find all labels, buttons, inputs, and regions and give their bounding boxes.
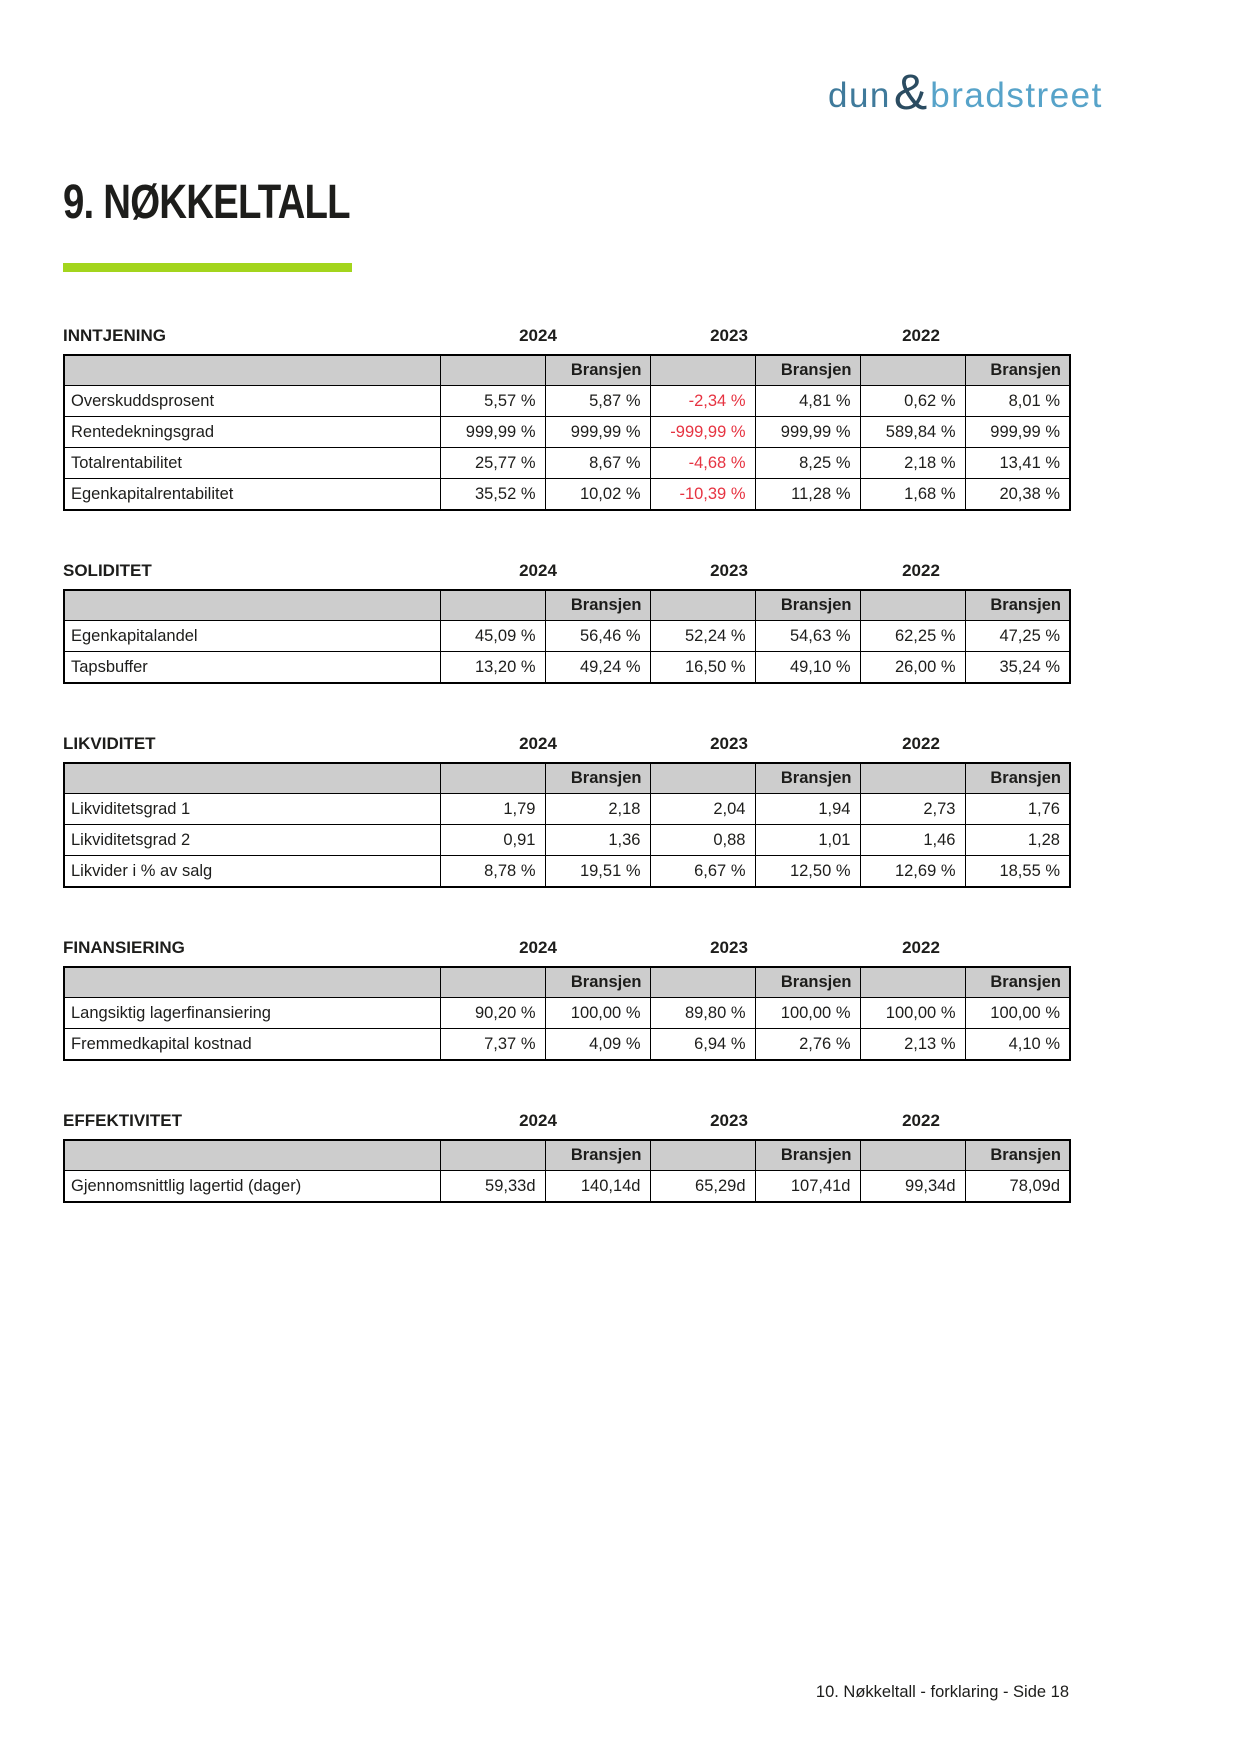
cell-value: 13,41 % (965, 448, 1070, 479)
cell-value: 999,99 % (440, 417, 545, 448)
empty-header-cell (860, 590, 965, 621)
bransjen-header-cell: Bransjen (965, 1140, 1070, 1171)
cell-value: 1,46 (860, 825, 965, 856)
table-row (64, 794, 1070, 825)
section-title: SOLIDITET (63, 561, 152, 580)
bransjen-header-cell: Bransjen (545, 355, 650, 386)
section-soliditet (63, 561, 1069, 684)
cell-value: 8,25 % (755, 448, 860, 479)
row-label: Fremmedkapital kostnad (64, 1029, 440, 1061)
year-label: 2022 (902, 1111, 940, 1130)
year-label: 2023 (710, 561, 748, 580)
cell-value: 35,24 % (965, 652, 1070, 684)
table-row (64, 386, 1070, 417)
table-header-row (64, 355, 1070, 386)
cell-value: 59,33d (440, 1171, 545, 1203)
bransjen-header-cell: Bransjen (965, 355, 1070, 386)
cell-value: 8,67 % (545, 448, 650, 479)
cell-value: 56,46 % (545, 621, 650, 652)
empty-header-cell (860, 763, 965, 794)
cell-value: 45,09 % (440, 621, 545, 652)
table-row (64, 998, 1070, 1029)
row-label: Likvider i % av salg (64, 856, 440, 888)
cell-value: 49,24 % (545, 652, 650, 684)
cell-value: 20,38 % (965, 479, 1070, 511)
cell-value: 6,67 % (650, 856, 755, 888)
empty-header-cell (64, 967, 440, 998)
table-row (64, 448, 1070, 479)
section-header (63, 938, 1069, 959)
year-label: 2024 (519, 326, 557, 345)
cell-value: 1,68 % (860, 479, 965, 511)
cell-value: 100,00 % (755, 998, 860, 1029)
year-label: 2022 (902, 938, 940, 957)
cell-value: 1,28 (965, 825, 1070, 856)
page-footer: 10. Nøkkeltall - forklaring - Side 18 (815, 1683, 1069, 1701)
section-finansiering (63, 938, 1069, 1061)
row-label: Totalrentabilitet (64, 448, 440, 479)
cell-value: 16,50 % (650, 652, 755, 684)
empty-header-cell (650, 1140, 755, 1171)
cell-value: 2,04 (650, 794, 755, 825)
empty-header-cell (860, 355, 965, 386)
empty-header-cell (64, 763, 440, 794)
row-label: Egenkapitalandel (64, 621, 440, 652)
cell-value: 47,25 % (965, 621, 1070, 652)
section-inntjening (63, 326, 1069, 511)
year-label: 2024 (519, 561, 557, 580)
year-label: 2023 (710, 938, 748, 957)
bransjen-header-cell: Bransjen (545, 967, 650, 998)
cell-value: 5,87 % (545, 386, 650, 417)
empty-header-cell (860, 967, 965, 998)
cell-value: 26,00 % (860, 652, 965, 684)
table-row (64, 652, 1070, 684)
year-label: 2022 (902, 561, 940, 580)
cell-value: 10,02 % (545, 479, 650, 511)
bransjen-header-cell: Bransjen (755, 355, 860, 386)
bransjen-header-cell: Bransjen (755, 967, 860, 998)
row-label: Langsiktig lagerfinansiering (64, 998, 440, 1029)
cell-value: 999,99 % (755, 417, 860, 448)
row-label: Likviditetsgrad 1 (64, 794, 440, 825)
empty-header-cell (64, 1140, 440, 1171)
empty-header-cell (64, 590, 440, 621)
year-label: 2023 (710, 734, 748, 753)
cell-value: 54,63 % (755, 621, 860, 652)
empty-header-cell (440, 1140, 545, 1171)
cell-value: 99,34d (860, 1171, 965, 1203)
cell-value: 25,77 % (440, 448, 545, 479)
year-label: 2024 (519, 1111, 557, 1130)
year-label: 2024 (519, 734, 557, 753)
empty-header-cell (64, 355, 440, 386)
row-label: Likviditetsgrad 2 (64, 825, 440, 856)
table-row (64, 856, 1070, 888)
cell-value: 78,09d (965, 1171, 1070, 1203)
empty-header-cell (650, 967, 755, 998)
cell-value: 4,81 % (755, 386, 860, 417)
section-header (63, 1111, 1069, 1132)
table-row (64, 825, 1070, 856)
cell-value: 13,20 % (440, 652, 545, 684)
cell-value: 7,37 % (440, 1029, 545, 1061)
section-likviditet (63, 734, 1069, 888)
cell-value: 1,94 (755, 794, 860, 825)
cell-value: 2,13 % (860, 1029, 965, 1061)
cell-value: 35,52 % (440, 479, 545, 511)
cell-value: 100,00 % (545, 998, 650, 1029)
bransjen-header-cell: Bransjen (755, 590, 860, 621)
table-row (64, 621, 1070, 652)
row-label: Tapsbuffer (64, 652, 440, 684)
empty-header-cell (860, 1140, 965, 1171)
section-title: EFFEKTIVITET (63, 1111, 182, 1130)
cell-value: 65,29d (650, 1171, 755, 1203)
key-figures-sections (63, 0, 1069, 1203)
table-row (64, 479, 1070, 511)
empty-header-cell (440, 763, 545, 794)
cell-value: 90,20 % (440, 998, 545, 1029)
bransjen-header-cell: Bransjen (755, 763, 860, 794)
cell-value: 1,76 (965, 794, 1070, 825)
cell-value: 1,01 (755, 825, 860, 856)
cell-value: 999,99 % (545, 417, 650, 448)
page-title: 9. NØKKELTALL (63, 176, 350, 229)
cell-value: 52,24 % (650, 621, 755, 652)
section-title: INNTJENING (63, 326, 166, 345)
cell-value: 18,55 % (965, 856, 1070, 888)
cell-value: 49,10 % (755, 652, 860, 684)
table-header-row (64, 590, 1070, 621)
logo-text-dun: dun (828, 75, 891, 115)
cell-value: -10,39 % (650, 479, 755, 511)
year-label: 2022 (902, 734, 940, 753)
section-title: FINANSIERING (63, 938, 185, 957)
cell-value: 1,79 (440, 794, 545, 825)
cell-value: 589,84 % (860, 417, 965, 448)
cell-value: 0,91 (440, 825, 545, 856)
year-label: 2022 (902, 326, 940, 345)
cell-value: -2,34 % (650, 386, 755, 417)
section-effektivitet (63, 1111, 1069, 1203)
cell-value: 1,36 (545, 825, 650, 856)
cell-value: 100,00 % (965, 998, 1070, 1029)
cell-value: -4,68 % (650, 448, 755, 479)
row-label: Rentedekningsgrad (64, 417, 440, 448)
cell-value: 11,28 % (755, 479, 860, 511)
cell-value: 4,09 % (545, 1029, 650, 1061)
bransjen-header-cell: Bransjen (965, 967, 1070, 998)
cell-value: 140,14d (545, 1171, 650, 1203)
section-title: LIKVIDITET (63, 734, 156, 753)
cell-value: 12,50 % (755, 856, 860, 888)
empty-header-cell (440, 967, 545, 998)
table-row (64, 417, 1070, 448)
cell-value: 2,18 % (860, 448, 965, 479)
cell-value: 0,62 % (860, 386, 965, 417)
cell-value: 2,73 (860, 794, 965, 825)
cell-value: -999,99 % (650, 417, 755, 448)
bransjen-header-cell: Bransjen (755, 1140, 860, 1171)
cell-value: 100,00 % (860, 998, 965, 1029)
bransjen-header-cell: Bransjen (545, 590, 650, 621)
empty-header-cell (650, 590, 755, 621)
key-figures-table (63, 589, 1071, 684)
cell-value: 5,57 % (440, 386, 545, 417)
bransjen-header-cell: Bransjen (965, 763, 1070, 794)
cell-value: 89,80 % (650, 998, 755, 1029)
cell-value: 19,51 % (545, 856, 650, 888)
key-figures-table (63, 762, 1071, 888)
key-figures-table (63, 1139, 1071, 1203)
key-figures-table (63, 354, 1071, 511)
table-header-row (64, 1140, 1070, 1171)
empty-header-cell (440, 590, 545, 621)
cell-value: 8,01 % (965, 386, 1070, 417)
row-label: Gjennomsnittlig lagertid (dager) (64, 1171, 440, 1203)
cell-value: 12,69 % (860, 856, 965, 888)
cell-value: 2,18 (545, 794, 650, 825)
empty-header-cell (650, 355, 755, 386)
logo-text-bradstreet: bradstreet (930, 75, 1103, 115)
cell-value: 107,41d (755, 1171, 860, 1203)
empty-header-cell (650, 763, 755, 794)
key-figures-table (63, 966, 1071, 1061)
cell-value: 999,99 % (965, 417, 1070, 448)
cell-value: 8,78 % (440, 856, 545, 888)
section-header (63, 734, 1069, 755)
cell-value: 4,10 % (965, 1029, 1070, 1061)
bransjen-header-cell: Bransjen (545, 763, 650, 794)
year-label: 2024 (519, 938, 557, 957)
cell-value: 6,94 % (650, 1029, 755, 1061)
section-header (63, 561, 1069, 582)
year-label: 2023 (710, 1111, 748, 1130)
section-header (63, 326, 1069, 347)
cell-value: 0,88 (650, 825, 755, 856)
table-header-row (64, 967, 1070, 998)
year-label: 2023 (710, 326, 748, 345)
bransjen-header-cell: Bransjen (545, 1140, 650, 1171)
row-label: Overskuddsprosent (64, 386, 440, 417)
empty-header-cell (440, 355, 545, 386)
bransjen-header-cell: Bransjen (965, 590, 1070, 621)
logo-ampersand-icon: & (893, 64, 928, 120)
table-header-row (64, 763, 1070, 794)
table-row (64, 1171, 1070, 1203)
cell-value: 62,25 % (860, 621, 965, 652)
row-label: Egenkapitalrentabilitet (64, 479, 440, 511)
cell-value: 2,76 % (755, 1029, 860, 1061)
table-row (64, 1029, 1070, 1061)
